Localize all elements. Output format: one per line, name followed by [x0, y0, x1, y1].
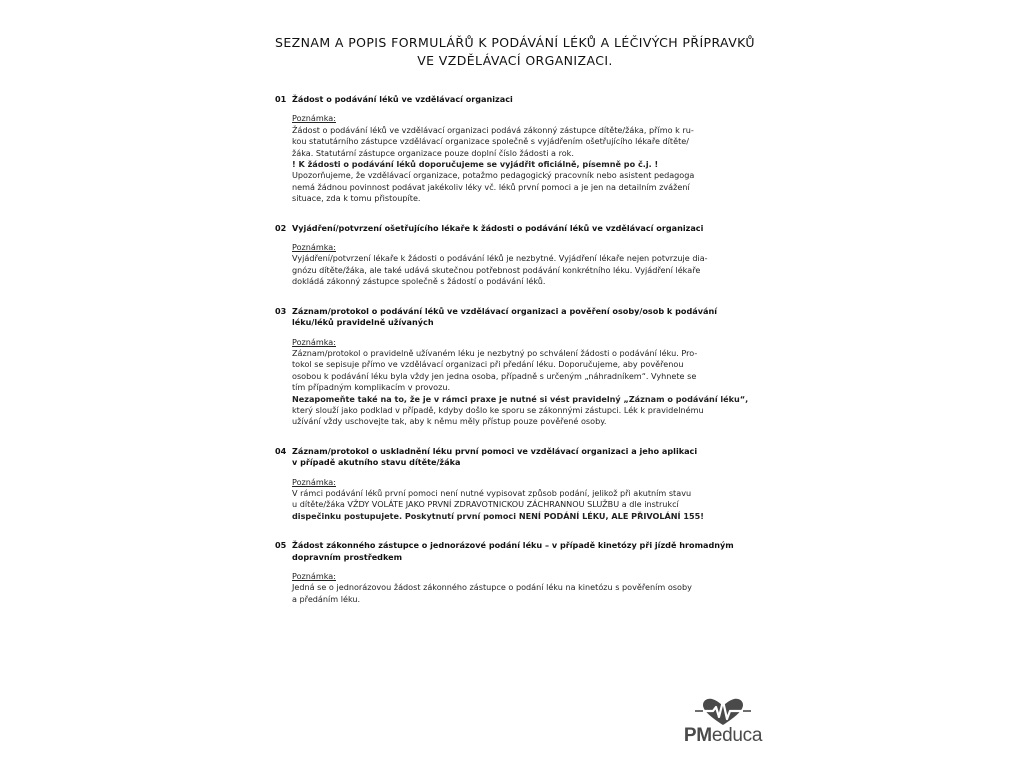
logo-text-educa: educa	[711, 725, 763, 746]
note-line: dispečinku postupujete. Poskytnutí první pomoci NENÍ PODÁNÍ LÉKU, ALE PŘIVOLÁNÍ 155!	[292, 510, 704, 521]
page-title-line-1: SEZNAM A POPIS FORMULÁŘŮ K PODÁVÁNÍ LÉKŮ A LÉČIVÝCH PŘÍPRAVKŮ	[275, 35, 755, 50]
note-line: gnózu dítěte/žáka, ale také udává skutečnou potřebnost podávání konkrétního léku. Vyjádření lékaře	[292, 264, 701, 275]
note-line: osobou k podávání léku byla vždy jen jedna osoba, případně s určeným „náhradníkem“. Vyhnete se	[292, 370, 697, 381]
note-line: kou statutárního zástupce vzdělávací organizace společně s vyjádřením ošetřujícího lékaře dítěte/	[292, 136, 689, 147]
note-line: tokol se sepisuje přímo ve vzdělávací organizaci při předání léku. Doporučujeme, aby pověřenou	[292, 359, 684, 370]
section-heading: Záznam/protokol o podávání léků ve vzdělávací organizaci a pověření osoby/osob k podávání léku/léků pravidelně užívaných	[292, 305, 718, 328]
note-block	[275, 477, 755, 523]
logo-text-pm: PM	[683, 725, 712, 746]
note-line: situace, zda k tomu přistoupíte.	[292, 193, 421, 204]
note-line: užívání vždy uschovejte tak, aby k němu měly přístup pouze pověřené osoby.	[292, 416, 607, 427]
note-line: V rámci podávání léků první pomoci není nutné vypisovat způsob podání, jelikož při akutním stavu	[292, 487, 692, 498]
form-section-01	[275, 94, 755, 205]
note-line: který slouží jako podklad v případě, kdyby došlo ke sporu se zákonnými zástupci. Lék k pravidelnému	[292, 404, 704, 415]
section-header	[275, 540, 755, 563]
form-section-05	[275, 540, 755, 605]
note-line: Záznam/protokol o pravidelně užívaném léku je nezbytný po schválení žádosti o podávání léku. Pro-	[292, 347, 698, 358]
page-title	[260, 34, 770, 70]
note-block	[275, 242, 755, 288]
heart-pulse-icon	[695, 697, 751, 727]
section-number: 03	[275, 305, 287, 316]
section-heading: Záznam/protokol o uskladnění léku první pomoci ve vzdělávací organizaci a jeho aplikaci v případě akutního stavu dítěte/žáka	[292, 445, 698, 468]
note-line: u dítěte/žáka VŽDY VOLÁTE JAKO PRVNÍ ZDRAVOTNICKOU ZÁCHRANNOU SLUŽBU a dle instrukcí	[292, 499, 679, 510]
note-line: nemá žádnou povinnost podávat jakékoliv léky vč. léků první pomoci a je jen na detailním zvážení	[292, 181, 690, 192]
note-block	[275, 571, 755, 605]
note-line: dokládá zákonný zástupce společně s žádostí o podávání léků.	[292, 276, 546, 287]
note-line: Upozorňujeme, že vzdělávací organizace, potažmo pedagogický pracovník nebo asistent pedagoga	[292, 170, 695, 181]
section-heading: Vyjádření/potvrzení ošetřujícího lékaře k žádosti o podávání léků ve vzdělávací organizaci	[292, 222, 704, 233]
section-header	[275, 446, 755, 469]
note-line: žáka. Statutární zástupce organizace pouze doplní číslo žádosti a rok.	[292, 147, 574, 158]
note-line: ! K žádosti o podávání léků doporučujeme se vyjádřit oficiálně, písemně po č.j. !	[292, 159, 659, 170]
note-label: Poznámka:	[292, 476, 336, 487]
page-title-line-2: VE VZDĚLÁVACÍ ORGANIZACI.	[417, 53, 613, 68]
section-header	[275, 94, 755, 105]
note-line: Vyjádření/potvrzení lékaře k žádosti o podávání léků je nezbytné. Vyjádření lékaře nejen potvrzuje dia-	[292, 253, 708, 264]
logo-wordmark	[683, 725, 763, 747]
form-section-02	[275, 223, 755, 288]
note-block	[275, 337, 755, 428]
note-label: Poznámka:	[292, 571, 336, 581]
note-label: Poznámka:	[292, 336, 336, 347]
section-number: 02	[275, 222, 287, 233]
note-line: Nezapomeňte také na to, že je v rámci praxe je nutné si vést pravidelný „Záznam o podávání léku“,	[292, 393, 749, 404]
note-line: Jedná se o jednorázovou žádost zákonného zástupce o podání léku na kinetózu s pověřením osoby	[292, 582, 692, 593]
section-header	[275, 306, 755, 329]
note-line: Žádost o podávání léků ve vzdělávací organizaci podává zákonný zástupce dítěte/žáka, přímo k ru-	[292, 124, 694, 135]
section-number: 04	[275, 445, 287, 456]
section-heading: Žádost zákonného zástupce o jednorázové podání léku – v případě kinetózy při jízdě hromadným dopravním prostředkem	[292, 540, 734, 562]
form-section-03	[275, 306, 755, 428]
note-label: Poznámka:	[292, 113, 336, 124]
section-header	[275, 223, 755, 234]
section-heading: Žádost o podávání léků ve vzdělávací organizaci	[292, 94, 513, 104]
note-label: Poznámka:	[292, 242, 336, 253]
section-number: 01	[275, 94, 287, 104]
section-number: 05	[275, 540, 287, 551]
note-line: a předáním léku.	[292, 593, 361, 604]
form-section-04	[275, 446, 755, 522]
note-line: tím případným komplikacím v provozu.	[292, 382, 451, 393]
document-body	[275, 94, 755, 623]
pmeduca-logo	[683, 697, 763, 757]
note-block	[275, 113, 755, 204]
